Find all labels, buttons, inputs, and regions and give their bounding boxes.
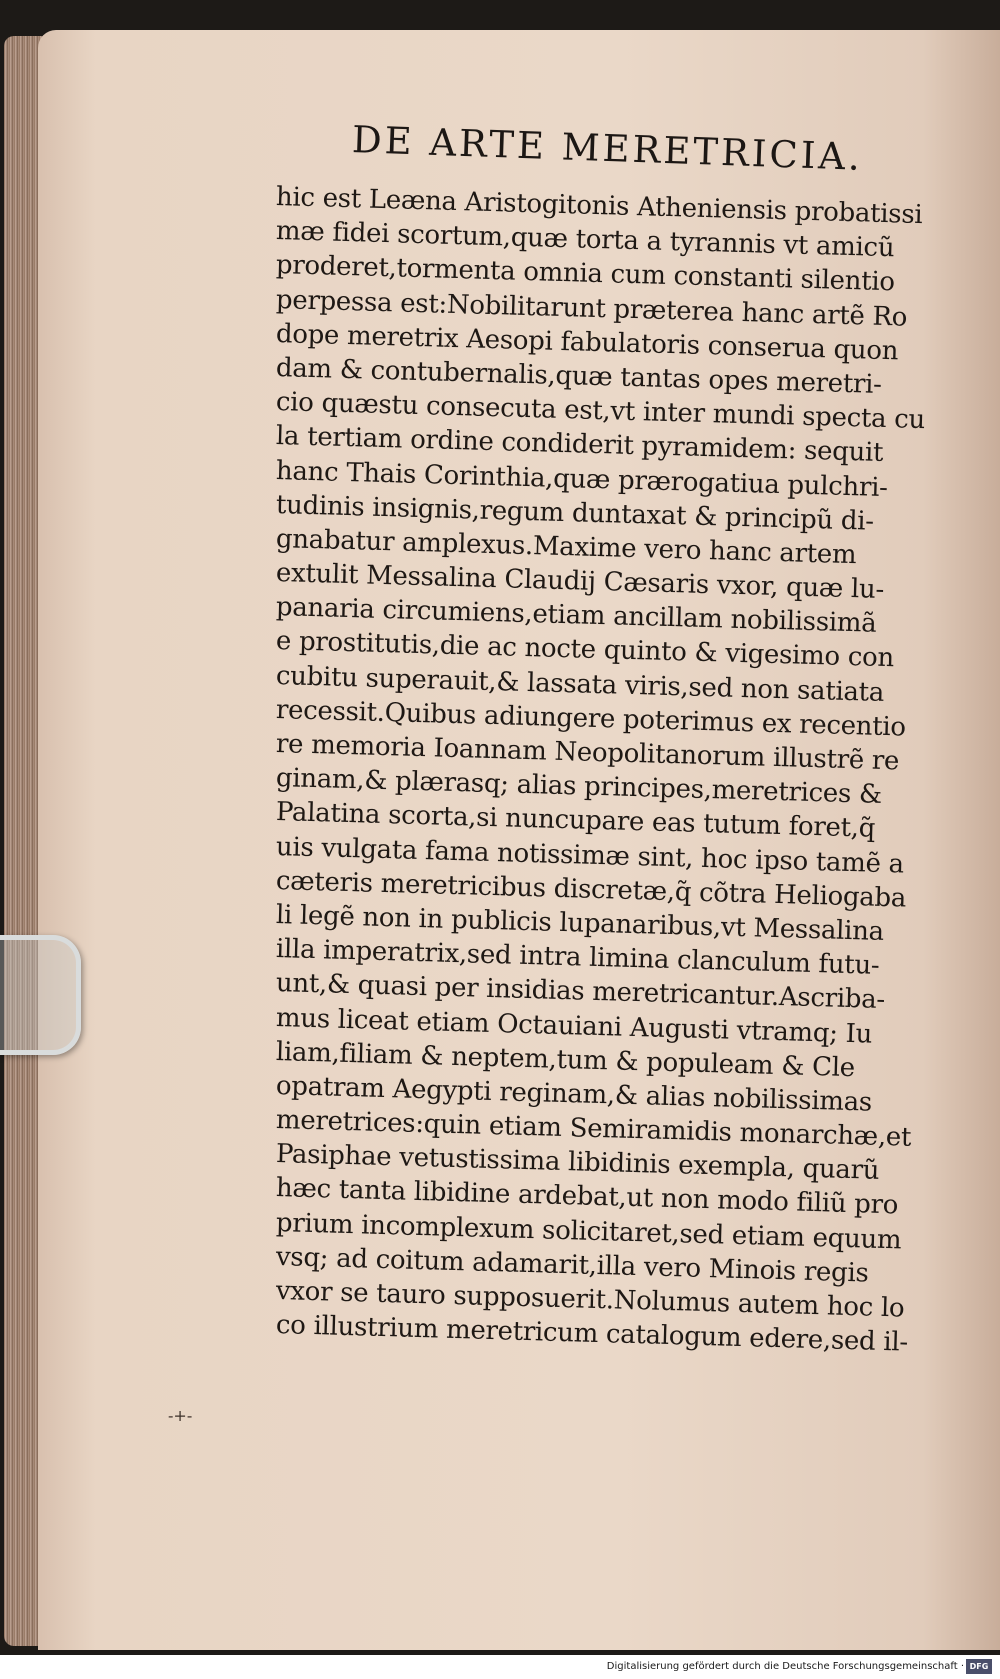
dfg-logo: DFG xyxy=(966,1659,992,1674)
text-line: vsq; ad coitum adamarit,illa vero Minois regis xyxy=(275,1241,869,1289)
text-line: meretrices:quin etiam Semiramidis monarchæ,et xyxy=(275,1105,912,1153)
text-line: Pasiphae vetustissima libidinis exempla, quarũ xyxy=(275,1139,880,1187)
text-line: liam,filiam & neptem,tum & populeam & Cle xyxy=(275,1036,856,1083)
text-block xyxy=(275,180,976,1358)
text-line: dam & contubernalis,quæ tantas opes meretri- xyxy=(275,352,883,400)
margin-mark: -+- xyxy=(168,1406,193,1425)
text-line: e prostitutis,die ac nocte quinto & vigesimo con xyxy=(275,626,895,674)
text-line: unt,& quasi per insidias meretricantur.Ascriba- xyxy=(275,968,886,1016)
text-line: hic est Leæna Aristogitonis Atheniensis probatissi xyxy=(275,182,923,231)
text-line: cubitu superauit,& lassata viris,sed non satiata xyxy=(275,660,885,708)
text-line: mus liceat etiam Octauiani Augusti vtramq; Iu xyxy=(275,1002,873,1050)
text-line: prium incomplexum solicitaret,sed etiam equum xyxy=(275,1207,902,1256)
text-line: hæc tanta libidine ardebat,ut non modo filiũ pro xyxy=(275,1173,899,1221)
text-line: opatram Aegypti reginam,& alias nobilissimas xyxy=(275,1070,873,1118)
text-line: recessit.Quibus adiungere poterimus ex recentio xyxy=(275,694,907,743)
text-line: proderet,tormenta omnia cum constanti silentio xyxy=(275,250,896,298)
text-line: perpessa est:Nobilitarunt præterea hanc artẽ Ro xyxy=(275,284,908,333)
text-line: cæteris meretricibus discretæ,q̃ cõtra Heliogaba xyxy=(275,865,907,914)
text-line: panaria circumiens,etiam ancillam nobilissimã xyxy=(275,592,877,640)
text-line: co illustrium meretricum catalogum edere,sed il- xyxy=(275,1310,909,1358)
footer-credit: Digitalisierung gefördert durch die Deutsche Forschungsgemeinschaft · xyxy=(606,1661,964,1672)
running-title: DE ARTE MERETRICIA. xyxy=(351,118,864,179)
text-line: cio quæstu consecuta est,vt inter mundi specta cu xyxy=(275,387,926,436)
text-line: li legẽ non in publicis lupanaribus,vt Messalina xyxy=(275,899,885,947)
text-line: tudinis insignis,regum duntaxat & principũ di- xyxy=(275,489,875,537)
book-clasp xyxy=(0,935,81,1055)
text-line: dope meretrix Aesopi fabulatoris conserua quon xyxy=(275,318,899,367)
text-line: Palatina scorta,si nuncupare eas tutum foret,q̃ xyxy=(275,797,876,845)
text-line: illa imperatrix,sed intra limina clanculum futu- xyxy=(275,934,880,981)
text-line: mæ fidei scortum,quæ torta a tyrannis vt amicũ xyxy=(275,216,895,264)
text-line: re memoria Ioannam Neopolitanorum illustrẽ re xyxy=(275,729,900,777)
text-line: la tertiam ordine condiderit pyramidem: sequit xyxy=(275,421,884,469)
text-line: uis vulgata fama notissimæ sint, hoc ipso tamẽ a xyxy=(275,831,905,880)
text-line: gnabatur amplexus.Maxime vero hanc artem xyxy=(275,523,857,571)
text-line: hanc Thais Corinthia,quæ prærogatiua pulchri- xyxy=(275,455,888,503)
text-line: extulit Messalina Claudij Cæsaris vxor, quæ lu- xyxy=(275,558,885,606)
text-line: ginam,& plærasq; alias principes,meretrices & xyxy=(275,763,883,811)
text-line: vxor se tauro supposuerit.Nolumus autem hoc lo xyxy=(275,1276,905,1324)
